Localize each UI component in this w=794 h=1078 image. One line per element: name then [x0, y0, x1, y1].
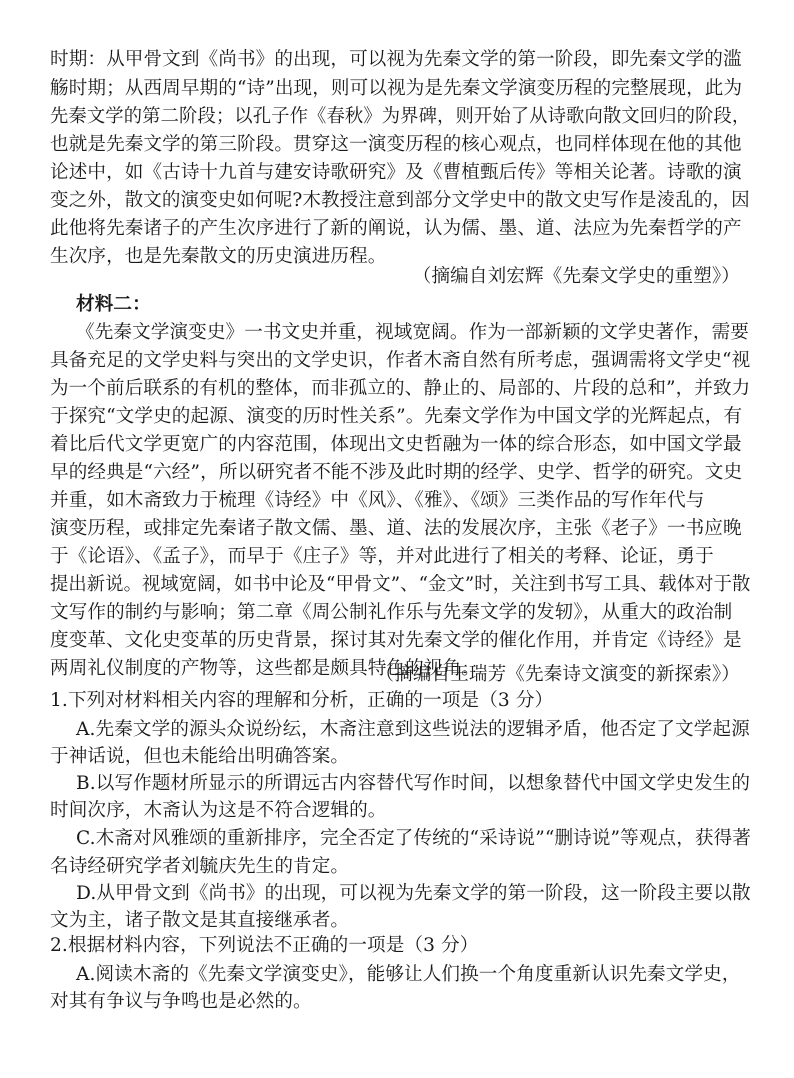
question-2-stem: 2.根据材料内容，下列说法不正确的一项是（3 分）	[50, 935, 479, 956]
material-two-line-5: 着比后代文学更宽广的内容范围，体现出文史哲融为一体的综合形态，如中国文学最	[50, 434, 742, 455]
material-two-line-7: 并重，如木斋致力于梳理《诗经》中《风》、《雅》、《颂》三类作品的写作年代与	[50, 490, 705, 511]
question-2-option-a: A.阅读木斋的《先秦文学演变史》，能够让人们换一个角度重新认识先秦文学史，	[76, 964, 741, 985]
question-1-option-a: A.先秦文学的源头众说纷纭，木斋注意到这些说法的逻辑矛盾，他否定了文学起源	[76, 719, 750, 740]
question-1-option-a-cont: 于神话说，但也未能给出明确答案。	[50, 746, 350, 767]
material-two-source: （摘编自王瑞芳《先秦诗文演变的新探索》）	[375, 664, 740, 685]
material-one-line-1: 时期：从甲骨文到《尚书》的出现，可以视为先秦文学的第一阶段，即先秦文学的滥	[50, 49, 742, 70]
material-one-line-6: 变之外，散文的演变史如何呢?木教授注意到部分文学史中的散文史写作是淩乱的，因	[50, 190, 750, 211]
question-1-option-d: D.从甲骨文到《尚书》的出现，可以视为先秦文学的第一阶段，这一阶段主要以散	[76, 883, 751, 904]
material-one-source: （摘编自刘宏辉《先秦文学史的重塑》）	[412, 266, 740, 287]
material-two-line-10: 提出新说。视域宽阔，如书中论及“甲骨文”、“金文”时，关注到书写工具、载体对于散	[50, 574, 751, 595]
material-two-line-6: 早的经典是“六经”，所以研究者不能不涉及此时期的经学、史学、哲学的研究。文史	[50, 462, 743, 483]
material-one-line-7: 此他将先秦诸子的产生次序进行了新的阐说，认为儒、墨、道、法应为先秦哲学的产	[50, 218, 742, 239]
question-2-option-a-cont: 对其有争议与争鸣也是必然的。	[50, 991, 312, 1012]
material-two-heading: 材料二：	[76, 294, 151, 315]
material-one-line-2: 觞时期；从西周早期的“诗”出现，则可以视为是先秦文学演变历程的完整展现，此为	[50, 78, 743, 99]
question-1-option-d-cont: 文为主，诸子散文是其直接继承者。	[50, 910, 350, 931]
question-1-option-c-cont: 名诗经研究学者刘毓庆先生的肯定。	[50, 856, 350, 877]
material-one-line-3: 先秦文学的第二阶段；以孔子作《春秋》为界碑，则开始了从诗歌向散文回归的阶段，	[50, 106, 751, 127]
material-two-line-9: 于《论语》、《孟子》，而早于《庄子》等，并对此进行了相关的考释、论证，勇于	[50, 546, 714, 567]
question-1-option-c: C.木斋对风雅颂的重新排序，完全否定了传统的“采诗说”“删诗说”等观点，获得著	[76, 828, 751, 849]
material-one-line-4: 也就是先秦文学的第三阶段。贯穿这一演变历程的核心观点，也同样体现在他的其他	[50, 134, 742, 155]
material-two-line-2: 具备充足的文学史料与突出的文学史识，作者木斋自然有所考虑，强调需将文学史“视	[50, 350, 751, 371]
material-two-line-12: 度变革、文化史变革的历史背景，探讨其对先秦文学的催化作用，并肯定《诗经》是	[50, 630, 742, 651]
material-two-line-3: 为一个前后联系的有机的整体，而非孤立的、静止的、局部的、片段的总和”，并致力	[50, 378, 751, 399]
material-one-line-8: 生次序，也是先秦散文的历史演进历程。	[50, 246, 387, 267]
material-two-line-8: 演变历程，或排定先秦诸子散文儒、墨、道、法的发展次序，主张《老子》一书应晚	[50, 518, 742, 539]
question-1-stem: 1.下列对材料相关内容的理解和分析，正确的一项是（3 分）	[50, 690, 554, 711]
material-two-line-11: 文写作的制约与影响；第二章《周公制礼作乐与先秦文学的发轫》，从重大的政治制	[50, 602, 733, 623]
material-two-line-13: 两周礼仪制度的产物等，这些都是颇具特色的视角。	[50, 658, 480, 679]
question-1-option-b-cont: 时间次序，木斋认为这是不符合逻辑的。	[50, 800, 387, 821]
material-two-line-1: 《先秦文学演变史》一书文史并重，视域宽阔。作为一部新颖的文学史著作，需要	[76, 322, 749, 343]
material-one-line-5: 论述中，如《古诗十九首与建安诗歌研究》及《曹植甄后传》等相关论著。诗歌的演	[50, 162, 742, 183]
material-two-line-4: 于探究“文学史的起源、演变的历时性关系”。先秦文学作为中国文学的光辉起点，有	[50, 406, 743, 427]
question-1-option-b: B.以写作题材所显示的所谓远古内容替代写作时间，以想象替代中国文学史发生的	[76, 773, 751, 794]
